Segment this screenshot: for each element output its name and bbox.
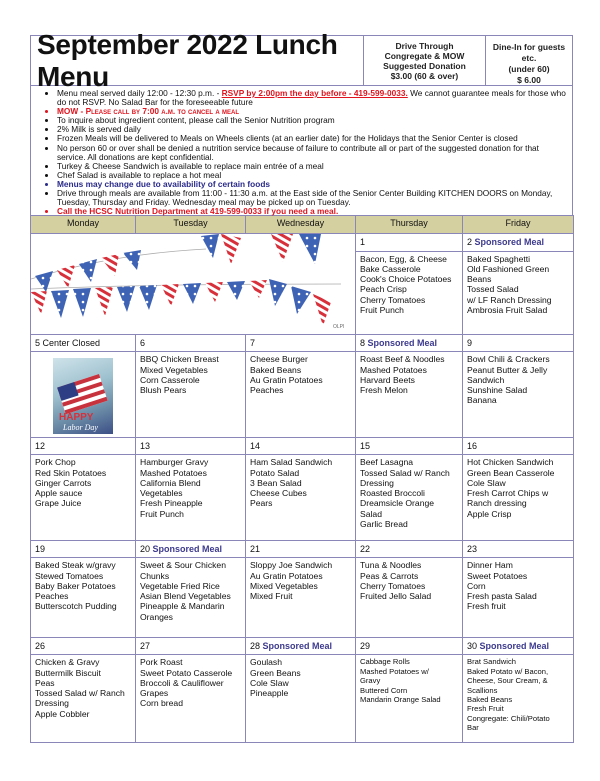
- meal-cell: [246, 352, 356, 438]
- date-cell: [136, 438, 246, 455]
- meal-item: Tossed Salad: [467, 284, 519, 295]
- date-number: 9: [467, 338, 473, 349]
- meal-item: Cheese Burger: [250, 354, 308, 365]
- meal-item: Brat Sandwich: [467, 657, 516, 667]
- meal-item: Salad: [360, 508, 382, 519]
- meal-item: Sweet & Sour Chicken: [140, 560, 226, 571]
- meal-item: Bake Casserole: [360, 263, 421, 274]
- lunch-menu-page: [30, 28, 573, 743]
- note-text: Menu meal served daily 12:00 - 12:30 p.m. -: [57, 88, 222, 98]
- call-nutrition-note: • Call the HCSC Nutrition Department at 419-599-0033 if you need a meal.: [57, 207, 566, 216]
- meal-item: Pork Roast: [140, 657, 183, 668]
- meal-item: Cheese Cubes: [250, 488, 307, 499]
- notes-list: [35, 89, 566, 216]
- date-number: 1: [360, 237, 366, 248]
- meal-item: Tossed Salad w/ Ranch: [35, 688, 125, 699]
- weekday-header: Tuesday: [136, 216, 246, 234]
- date-row: [31, 438, 574, 455]
- sponsored-meal-label: Sponsored Meal: [262, 641, 333, 652]
- date-number: 29: [360, 641, 371, 652]
- meal-cell: [463, 352, 574, 438]
- meal-item: Ham Salad Sandwich: [250, 457, 333, 468]
- meal-item: Pork Chop: [35, 457, 76, 468]
- meal-item: Cook's Choice Potatoes: [360, 274, 452, 285]
- meal-item: California Blend: [140, 477, 201, 488]
- meal-item: Peaches: [35, 591, 69, 602]
- meal-item: Scallions: [467, 685, 498, 695]
- date-cell: [463, 638, 574, 655]
- meal-item: Sunshine Salad: [467, 385, 528, 396]
- meal-item: Corn: [467, 580, 486, 591]
- date-cell: [356, 541, 463, 558]
- meal-item: Asian Blend Vegetables: [140, 591, 231, 602]
- date-number: 20: [140, 544, 151, 555]
- date-number: 21: [250, 544, 261, 555]
- date-cell: [463, 438, 574, 455]
- menu-change-note: • Menus may change due to availability of certain foods: [57, 180, 566, 189]
- meal-item: Mashed Potatoes: [360, 364, 427, 375]
- meal-row: [31, 558, 574, 638]
- meal-item: Chicken & Gravy: [35, 657, 100, 668]
- dine-in-line: Dine-In for guests etc.: [492, 42, 566, 63]
- date-number: 26: [35, 641, 46, 652]
- meal-item: Roasted Broccoli: [360, 488, 425, 499]
- meal-item: Vegetable Fried Rice: [140, 580, 220, 591]
- date-number: 5: [35, 338, 41, 349]
- meal-row: [31, 352, 574, 438]
- date-cell: [463, 335, 574, 352]
- meal-item: 3 Bean Salad: [250, 477, 302, 488]
- meal-cell: [246, 558, 356, 638]
- drive-through-line: $3.00 (60 & over): [390, 70, 459, 81]
- weeks-body: [31, 234, 574, 743]
- meal-cell: [356, 655, 463, 743]
- meal-item: Fruit Punch: [140, 508, 184, 519]
- date-number: 23: [467, 544, 478, 555]
- meal-item: Ranch dressing: [467, 498, 527, 509]
- meal-cell: [136, 558, 246, 638]
- date-row: [31, 638, 574, 655]
- date-cell: [31, 638, 136, 655]
- date-row: [31, 234, 574, 252]
- meal-item: Au Gratin Potatoes: [250, 570, 323, 581]
- date-number: 30: [467, 641, 478, 652]
- meal-item: Bar: [467, 723, 479, 733]
- meal-item: Roast Beef & Noodles: [360, 354, 445, 365]
- meal-cell: [463, 558, 574, 638]
- center-closed-note: Center Closed: [42, 338, 101, 349]
- meal-cell: [31, 558, 136, 638]
- meal-item: Peas & Carrots: [360, 570, 419, 581]
- page-title: September 2022 Lunch Menu: [31, 36, 364, 85]
- banner-credit: OLPI: [333, 324, 345, 330]
- meal-item: Peanut Butter & Jelly: [467, 364, 548, 375]
- meal-cell: [463, 655, 574, 743]
- meal-cell: [356, 455, 463, 541]
- date-cell: [356, 438, 463, 455]
- date-number: 7: [250, 338, 256, 349]
- meal-item: Tuna & Noodles: [360, 560, 422, 571]
- meal-item: Sandwich: [467, 374, 505, 385]
- meal-cell: [356, 558, 463, 638]
- date-cell: [31, 541, 136, 558]
- meal-item: Ambrosia Fruit Salad: [467, 305, 548, 316]
- meal-item: Baked Beans: [467, 694, 513, 704]
- date-number: 27: [140, 641, 151, 652]
- meal-item: Baby Baker Potatoes: [35, 580, 116, 591]
- date-cell: [136, 638, 246, 655]
- note-item: • Drive through meals are available from 11:00 - 11:30 a.m. at the East side of the Senior Center Building KITCHEN DOORS on Monday, Tuesday, Thursday and Friday. Wednesday meal may be picked up on Tuesday.: [57, 189, 566, 207]
- sponsored-meal-label: Sponsored Meal: [474, 237, 545, 248]
- meal-row: [31, 655, 574, 743]
- dine-in-line: $ 6.00: [517, 75, 541, 85]
- meal-item: Baked Beans: [250, 364, 302, 375]
- date-cell: [356, 335, 463, 352]
- meal-item: Butterscotch Pudding: [35, 601, 117, 612]
- meal-item: Oranges: [140, 611, 173, 622]
- date-number: 13: [140, 441, 151, 452]
- dine-in-price: [486, 36, 572, 85]
- meal-item: Fresh Pineapple: [140, 498, 203, 509]
- date-cell: [356, 234, 463, 252]
- sponsored-meal-label: Sponsored Meal: [367, 338, 438, 349]
- notes-section: [30, 85, 573, 215]
- drive-through-line: Congregate & MOW: [384, 50, 465, 61]
- meal-item: Sweet Potatoes: [467, 570, 528, 581]
- meal-item: Tossed Salad w/ Ranch: [360, 467, 450, 478]
- meal-item: Fruited Jello Salad: [360, 591, 432, 602]
- note-item: • To inquire about ingredient content, please call the Senior Nutrition program: [57, 116, 566, 125]
- meal-item: Beans: [467, 274, 492, 285]
- meal-cell: [463, 455, 574, 541]
- meal-item: Vegetables: [140, 488, 183, 499]
- title-row: [30, 28, 573, 92]
- meal-item: Harvard Beets: [360, 374, 415, 385]
- meal-item: Peach Crisp: [360, 284, 407, 295]
- meal-item: Dressing: [35, 698, 69, 709]
- meal-item: Peaches: [250, 385, 284, 396]
- meal-item: Dinner Ham: [467, 560, 513, 571]
- meal-item: Cabbage Rolls: [360, 657, 410, 667]
- meal-item: Apple Cobbler: [35, 708, 90, 719]
- meal-item: Potato Salad: [250, 467, 300, 478]
- date-number: 15: [360, 441, 371, 452]
- meal-item: Au Gratin Potatoes: [250, 374, 323, 385]
- meal-item: Red Skin Potatoes: [35, 467, 107, 478]
- meal-item: Bacon, Egg, & Cheese: [360, 253, 447, 264]
- weekday-header: Wednesday: [246, 216, 356, 234]
- date-cell: [136, 335, 246, 352]
- meal-cell: [246, 655, 356, 743]
- meal-cell: [136, 352, 246, 438]
- meal-item: BBQ Chicken Breast: [140, 354, 219, 365]
- meal-item: Mashed Potatoes w/: [360, 666, 429, 676]
- meal-item: Fresh fruit: [467, 601, 506, 612]
- meal-item: Hamburger Gravy: [140, 457, 209, 468]
- labor-day-flag-image: [53, 358, 113, 434]
- date-cell: [246, 638, 356, 655]
- american-flag-icon: [53, 358, 113, 434]
- rsvp-note: RSVP by 2:00pm the day before - 419-599-0033.: [221, 88, 408, 98]
- meal-row: [31, 455, 574, 541]
- meal-item: Dreamsicle Orange: [360, 498, 435, 509]
- meal-item: Dressing: [360, 477, 394, 488]
- date-cell: [463, 541, 574, 558]
- meal-cell: [31, 655, 136, 743]
- date-number: 19: [35, 544, 46, 555]
- meal-cell: [356, 352, 463, 438]
- meal-item: Fruit Punch: [360, 305, 404, 316]
- meal-item: Hot Chicken Sandwich: [467, 457, 554, 468]
- meal-item: Buttermilk Biscuit: [35, 667, 101, 678]
- date-number: 22: [360, 544, 371, 555]
- note-item: • Chef Salad is available to replace a hot meal: [57, 171, 566, 180]
- mow-cancel-note: • MOW - Please call by 7:00 a.m. to cancel a meal: [57, 107, 566, 116]
- meal-item: Mixed Vegetables: [250, 580, 318, 591]
- meal-item: Baked Spaghetti: [467, 253, 531, 264]
- date-number: 16: [467, 441, 478, 452]
- labor-day-image-cell: [31, 352, 136, 438]
- note-item: [57, 89, 566, 107]
- sponsored-meal-label: Sponsored Meal: [479, 641, 550, 652]
- meal-item: Mashed Potatoes: [140, 467, 207, 478]
- meal-item: Gravy: [360, 676, 381, 686]
- date-number: 2: [467, 237, 473, 248]
- date-cell: [246, 541, 356, 558]
- meal-item: Corn bread: [140, 698, 183, 709]
- meal-item: Bowl Chili & Crackers: [467, 354, 550, 365]
- patriotic-banner-cell: [31, 234, 356, 335]
- date-number: 8: [360, 338, 366, 349]
- meal-item: Banana: [467, 395, 497, 406]
- sponsored-meal-label: Sponsored Meal: [152, 544, 223, 555]
- note-item: • Turkey & Cheese Sandwich is available to replace main entrée of a meal: [57, 162, 566, 171]
- date-number: 28: [250, 641, 261, 652]
- meal-item: Pineapple & Mandarin: [140, 601, 225, 612]
- meal-item: Stewed Tomatoes: [35, 570, 104, 581]
- meal-item: Fresh Fruit: [467, 704, 504, 714]
- meal-item: Pineapple: [250, 688, 289, 699]
- meal-item: Cole Slaw: [250, 677, 289, 688]
- meal-cell: [356, 251, 463, 335]
- meal-item: Mandarin Orange Salad: [360, 694, 441, 704]
- meal-item: Buttered Corn: [360, 685, 408, 695]
- date-cell: [136, 541, 246, 558]
- meal-item: Fresh pasta Salad: [467, 591, 537, 602]
- date-cell: [463, 234, 574, 252]
- patriotic-bunting-icon: [31, 234, 356, 332]
- date-cell: [31, 438, 136, 455]
- weekday-header-row: [31, 216, 574, 234]
- drive-through-line: Drive Through: [395, 40, 454, 51]
- meal-item: Goulash: [250, 657, 283, 668]
- meal-item: Cheese, Sour Cream, &: [467, 676, 548, 686]
- date-number: 14: [250, 441, 261, 452]
- meal-item: Ginger Carrots: [35, 477, 92, 488]
- date-number: 6: [140, 338, 146, 349]
- note-item: • 2% Milk is served daily: [57, 125, 566, 134]
- meal-item: Cherry Tomatoes: [360, 580, 426, 591]
- weekday-header: Friday: [463, 216, 574, 234]
- meal-item: Beef Lasagna: [360, 457, 414, 468]
- meal-item: Apple sauce: [35, 488, 83, 499]
- note-item: • No person 60 or over shall be denied a nutrition service because of failure to contribute all or part of the suggested donation for that service. All donations are kept confidential.: [57, 144, 566, 162]
- meal-item: Green Bean Casserole: [467, 467, 555, 478]
- note-item: • Frozen Meals will be delivered to Meals on Wheels clients (at an earlier date) for the Holidays that the Senior Center is closed: [57, 134, 566, 143]
- date-cell: [246, 438, 356, 455]
- meal-item: Sloppy Joe Sandwich: [250, 560, 333, 571]
- meal-item: Cole Slaw: [467, 477, 506, 488]
- labor-day-title-text: Labor Day: [63, 423, 98, 433]
- drive-through-donation: [364, 36, 486, 85]
- meal-item: Baked Potato w/ Bacon,: [467, 666, 549, 676]
- meal-cell: [246, 455, 356, 541]
- meal-item: Old Fashioned Green: [467, 263, 550, 274]
- weekday-header: Monday: [31, 216, 136, 234]
- meal-cell: [31, 455, 136, 541]
- meal-item: Fresh Melon: [360, 385, 408, 396]
- meal-item: Grapes: [140, 688, 169, 699]
- drive-through-line: Suggested Donation: [383, 60, 466, 71]
- date-row: [31, 335, 574, 352]
- menu-calendar: [30, 215, 574, 743]
- meal-item: Blush Pears: [140, 385, 187, 396]
- weekday-header: Thursday: [356, 216, 463, 234]
- meal-item: Baked Steak w/gravy: [35, 560, 116, 571]
- note-text: We cannot guarantee meals for those who do not RSVP. No Salad Bar for the foreseeable future: [57, 88, 566, 108]
- meal-item: Mixed Fruit: [250, 591, 293, 602]
- meal-item: Apple Crisp: [467, 508, 512, 519]
- meal-cell: [136, 655, 246, 743]
- meal-item: Corn Casserole: [140, 374, 200, 385]
- date-cell: [31, 335, 136, 352]
- meal-item: Peas: [35, 677, 55, 688]
- meal-cell: [136, 455, 246, 541]
- meal-item: Mixed Vegetables: [140, 364, 208, 375]
- date-number: 12: [35, 441, 46, 452]
- labor-day-happy-text: HAPPY: [59, 412, 94, 424]
- meal-item: Congregate: Chili/Potato: [467, 713, 550, 723]
- meal-item: Grape Juice: [35, 498, 82, 509]
- meal-item: Garlic Bread: [360, 519, 408, 530]
- date-row: [31, 541, 574, 558]
- meal-cell: [463, 251, 574, 335]
- meal-item: Fresh Carrot Chips w: [467, 488, 549, 499]
- date-cell: [246, 335, 356, 352]
- meal-item: Pears: [250, 498, 273, 509]
- meal-item: w/ LF Ranch Dressing: [467, 294, 552, 305]
- meal-item: Green Beans: [250, 667, 301, 678]
- date-cell: [356, 638, 463, 655]
- meal-item: Sweet Potato Casserole: [140, 667, 233, 678]
- meal-item: Broccoli & Cauliflower: [140, 677, 224, 688]
- meal-item: Chunks: [140, 570, 170, 581]
- dine-in-line: (under 60): [508, 64, 550, 74]
- meal-item: Cherry Tomatoes: [360, 294, 426, 305]
